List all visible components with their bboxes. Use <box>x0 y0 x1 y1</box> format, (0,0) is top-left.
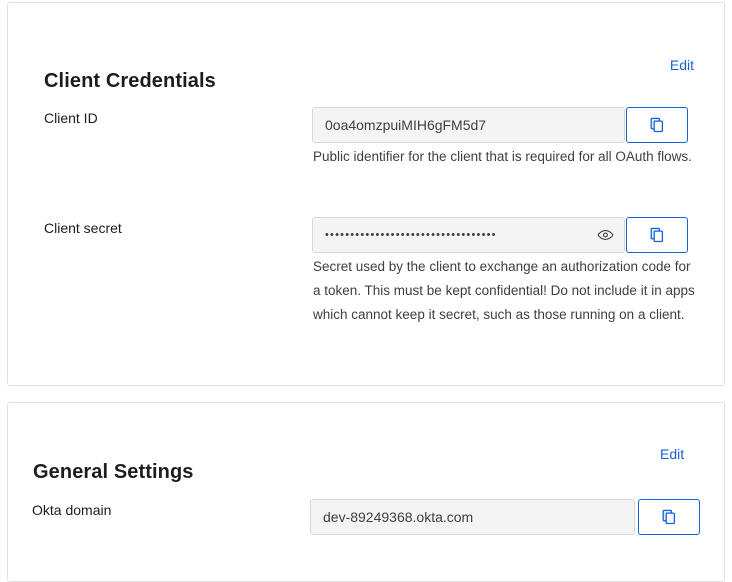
copy-client-secret-button[interactable] <box>626 217 688 253</box>
copy-icon <box>661 509 677 525</box>
edit-general-settings-button[interactable]: Edit <box>660 446 685 462</box>
client-secret-label: Client secret <box>44 220 122 236</box>
copy-client-id-button[interactable] <box>626 107 688 143</box>
okta-domain-label: Okta domain <box>32 502 112 518</box>
page-title: Client Credentials <box>44 69 216 92</box>
okta-domain-input[interactable] <box>310 499 635 535</box>
okta-domain-value: dev-89249368.okta.com <box>323 509 474 525</box>
copy-okta-domain-button[interactable] <box>638 499 700 535</box>
copy-icon <box>649 227 665 243</box>
general-settings-title: General Settings <box>33 460 194 483</box>
general-settings-card <box>7 402 725 582</box>
edit-credentials-button[interactable]: Edit <box>669 57 694 73</box>
client-secret-value: •••••••••••••••••••••••••••••••••• <box>325 229 497 241</box>
copy-icon <box>649 117 665 133</box>
client-secret-input[interactable] <box>312 217 625 253</box>
client-id-input[interactable] <box>312 107 625 143</box>
client-id-value: 0oa4omzpuiMIH6gFM5d7 <box>325 117 487 133</box>
client-credentials-card <box>7 2 725 386</box>
client-secret-help-text: Secret used by the client to exchange an authorization code for a token. This must be kept confidential! Do not include it in apps which cannot keep it secret, such as those running on a client. <box>313 259 695 322</box>
eye-icon[interactable] <box>596 226 614 244</box>
client-id-label: Client ID <box>44 110 98 126</box>
client-id-help-text: Public identifier for the client that is required for all OAuth flows. <box>313 149 692 164</box>
